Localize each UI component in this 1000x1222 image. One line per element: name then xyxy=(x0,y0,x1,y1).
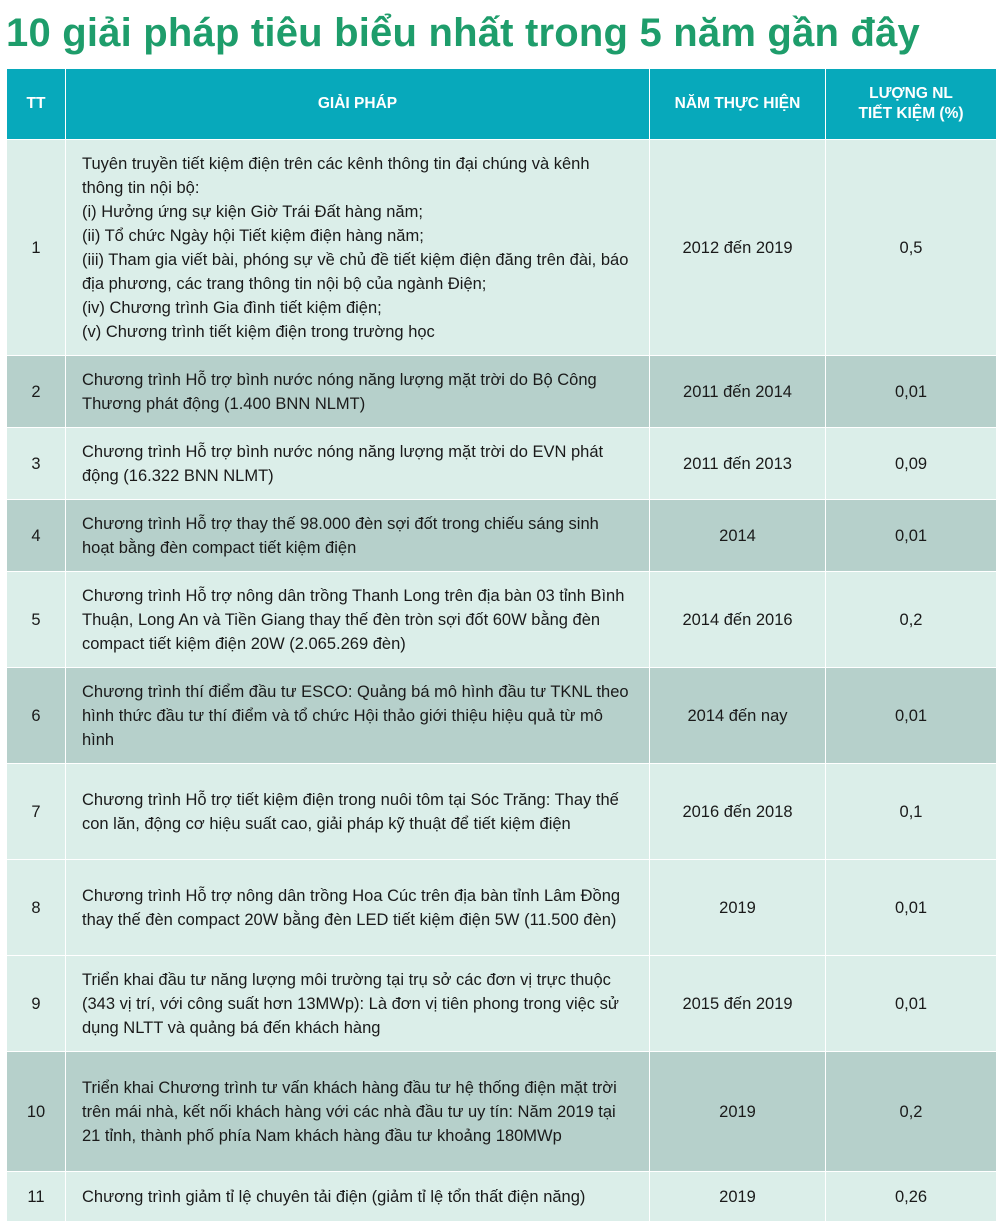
row-tt: 10 xyxy=(7,1052,66,1172)
row-year: 2011 đến 2013 xyxy=(650,428,826,500)
row-solution: Chương trình Hỗ trợ nông dân trồng Hoa Cúc trên địa bàn tỉnh Lâm Đồng thay thế đèn compact 20W bằng đèn LED tiết kiệm điện 5W (11.500 đèn) xyxy=(66,860,650,956)
row-year: 2016 đến 2018 xyxy=(650,764,826,860)
table-row xyxy=(7,572,997,668)
row-solution: Chương trình Hỗ trợ bình nước nóng năng lượng mặt trời do EVN phát động (16.322 BNN NLMT) xyxy=(66,428,650,500)
header-year: NĂM THỰC HIỆN xyxy=(650,69,826,140)
row-year: 2011 đến 2014 xyxy=(650,356,826,428)
row-solution: Chương trình Hỗ trợ tiết kiệm điện trong nuôi tôm tại Sóc Trăng: Thay thế con lăn, động cơ hiệu suất cao, giải pháp kỹ thuật để tiết kiệm điện xyxy=(66,764,650,860)
row-saving: 0,09 xyxy=(826,428,997,500)
row-year: 2014 đến 2016 xyxy=(650,572,826,668)
header-saving xyxy=(826,69,997,140)
row-saving: 0,2 xyxy=(826,572,997,668)
row-tt: 3 xyxy=(7,428,66,500)
row-tt: 6 xyxy=(7,668,66,764)
row-solution: Chương trình thí điểm đầu tư ESCO: Quảng bá mô hình đầu tư TKNL theo hình thức đầu tư thí điểm và tổ chức Hội thảo giới thiệu hiệu quả từ mô hình xyxy=(66,668,650,764)
row-saving: 0,1 xyxy=(826,764,997,860)
row-tt: 7 xyxy=(7,764,66,860)
header-solution: GIẢI PHÁP xyxy=(66,69,650,140)
row-year: 2014 xyxy=(650,500,826,572)
row-saving: 0,01 xyxy=(826,860,997,956)
row-tt: 1 xyxy=(7,140,66,356)
table-row xyxy=(7,356,997,428)
row-tt: 9 xyxy=(7,956,66,1052)
row-tt: 4 xyxy=(7,500,66,572)
table-row xyxy=(7,500,997,572)
row-year: 2014 đến nay xyxy=(650,668,826,764)
row-saving: 0,26 xyxy=(826,1172,997,1222)
row-saving: 0,01 xyxy=(826,500,997,572)
row-solution: Tuyên truyền tiết kiệm điện trên các kênh thông tin đại chúng và kênh thông tin nội bộ: (i) Hưởng ứng sự kiện Giờ Trái Đất hàng năm; (ii) Tổ chức Ngày hội Tiết kiệm điện hàng năm; (iii) Tham gia viết bài, phóng sự về chủ đề tiết kiệm điện đăng trên đài, báo địa phương, các trang thông tin nội bộ của ngành Điện; (iv) Chương trình Gia đình tiết kiệm điện; (v) Chương trình tiết kiệm điện trong trường học xyxy=(66,140,650,356)
row-tt: 5 xyxy=(7,572,66,668)
row-solution: Chương trình Hỗ trợ thay thế 98.000 đèn sợi đốt trong chiếu sáng sinh hoạt bằng đèn compact tiết kiệm điện xyxy=(66,500,650,572)
row-year: 2015 đến 2019 xyxy=(650,956,826,1052)
table-row xyxy=(7,764,997,860)
table-row xyxy=(7,428,997,500)
row-saving: 0,2 xyxy=(826,1052,997,1172)
table-row xyxy=(7,860,997,956)
row-saving: 0,5 xyxy=(826,140,997,356)
header-saving-line1: LƯỢNG NL xyxy=(869,85,953,102)
row-saving: 0,01 xyxy=(826,668,997,764)
header-tt: TT xyxy=(7,69,66,140)
row-year: 2019 xyxy=(650,1172,826,1222)
row-solution: Chương trình Hỗ trợ nông dân trồng Thanh Long trên địa bàn 03 tỉnh Bình Thuận, Long An và Tiền Giang thay thế đèn tròn sợi đốt 60W bằng đèn compact tiết kiệm điện 20W (2.065.269 đèn) xyxy=(66,572,650,668)
row-solution: Chương trình giảm tỉ lệ chuyên tải điện (giảm tỉ lệ tổn thất điện năng) xyxy=(66,1172,650,1222)
row-year: 2019 xyxy=(650,860,826,956)
table-row xyxy=(7,668,997,764)
row-solution: Triển khai đầu tư năng lượng môi trường tại trụ sở các đơn vị trực thuộc (343 vị trí, với công suất hơn 13MWp): Là đơn vị tiên phong trong việc sử dụng NLTT và quảng bá đến khách hàng xyxy=(66,956,650,1052)
row-saving: 0,01 xyxy=(826,356,997,428)
table-row xyxy=(7,1052,997,1172)
row-saving: 0,01 xyxy=(826,956,997,1052)
page-title: 10 giải pháp tiêu biểu nhất trong 5 năm gần đây xyxy=(6,11,920,55)
row-year: 2019 xyxy=(650,1052,826,1172)
row-tt: 11 xyxy=(7,1172,66,1222)
table-row xyxy=(7,1172,997,1222)
table-header-row xyxy=(7,69,997,140)
solutions-table xyxy=(6,68,997,1222)
table-row xyxy=(7,956,997,1052)
header-saving-line2: TIẾT KIỆM (%) xyxy=(858,105,964,122)
row-tt: 2 xyxy=(7,356,66,428)
row-solution: Chương trình Hỗ trợ bình nước nóng năng lượng mặt trời do Bộ Công Thương phát động (1.400 BNN NLMT) xyxy=(66,356,650,428)
row-year: 2012 đến 2019 xyxy=(650,140,826,356)
table-row xyxy=(7,140,997,356)
row-tt: 8 xyxy=(7,860,66,956)
row-solution: Triển khai Chương trình tư vấn khách hàng đầu tư hệ thống điện mặt trời trên mái nhà, kết nối khách hàng với các nhà đầu tư uy tín: Năm 2019 tại 21 tỉnh, thành phố phía Nam khách hàng đầu tư khoảng 180MWp xyxy=(66,1052,650,1172)
